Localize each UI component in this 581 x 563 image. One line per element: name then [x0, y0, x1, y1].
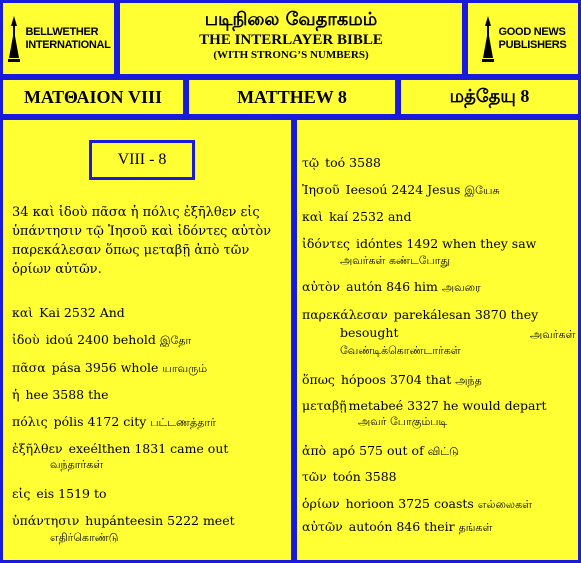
translit-line: apó 575 out of — [332, 443, 424, 458]
greek-word: παρεκάλεσαν — [302, 307, 388, 322]
tamil-gloss: அவர்கள் — [530, 328, 576, 341]
translit-line: hupánteesin 5222 meet — [85, 513, 235, 528]
title-box — [117, 0, 465, 77]
title-tamil: படிநிலை வேதாகமம் — [204, 9, 378, 30]
english-book-header — [186, 77, 398, 117]
right-entry — [302, 469, 397, 485]
translit-line: autón 846 him — [346, 279, 438, 294]
tamil-gloss: அவரை — [441, 281, 481, 294]
tamil-book-title: மத்தேயு 8 — [449, 85, 530, 106]
greek-word: ἡ — [12, 387, 20, 402]
tamil-book-header — [398, 77, 581, 117]
translit-line: Ieesoú 2424 Jesus — [345, 182, 461, 197]
chapter-label: VIII - 8 — [117, 151, 167, 168]
bellwether-logo-box — [0, 0, 117, 77]
left-entry — [12, 360, 207, 377]
greek-word: ὑπάντησιν — [12, 513, 80, 528]
translit-line: horioon 3725 coasts — [345, 496, 474, 511]
tamil-gloss: எல்லைகள் — [477, 498, 533, 511]
right-entry — [302, 279, 481, 296]
translit-line: toón 3588 — [332, 469, 397, 484]
greek-word: ἰδοὺ — [12, 332, 40, 347]
translit-line: autoón 846 their — [348, 519, 455, 534]
left-entry — [12, 441, 228, 457]
right-entry — [302, 398, 546, 414]
good-news-logo-box — [465, 0, 581, 77]
left-entry — [12, 332, 191, 349]
tamil-gloss: இயேசு — [464, 184, 500, 197]
translit-line: hópoos 3704 that — [340, 372, 452, 387]
greek-word: ὁρίων — [302, 496, 340, 511]
tamil-gloss: அவர் போகும்படி — [358, 415, 448, 428]
title-sub: (WITH STRONG’S NUMBERS) — [213, 49, 369, 61]
left-entry — [12, 387, 109, 403]
greek-word: αὐτῶν — [302, 519, 343, 534]
translit-line: idóntes 1492 when they saw — [355, 236, 537, 251]
greek-book-header — [0, 77, 186, 117]
bellwether-line2: INTERNATIONAL — [25, 38, 111, 51]
translit-line: parekálesan 3870 they — [393, 307, 539, 322]
right-entry — [302, 155, 381, 171]
title-main: THE INTERLAYER BIBLE — [199, 32, 383, 48]
translit-line: toó 3588 — [325, 155, 381, 170]
tamil-gloss: தங்கள் — [458, 521, 493, 534]
greek-word: εἰς — [12, 486, 31, 501]
right-entry — [302, 209, 411, 225]
tamil-gloss: அவர்கள் கண்டபோது — [340, 254, 451, 267]
greek-book-title: ΜΑΤΘΑΙΟΝ VIII — [23, 86, 163, 107]
right-entry — [302, 519, 492, 536]
translit-line: kaí 2532 and — [329, 209, 412, 224]
tamil-gloss: பட்டணத்தார் — [150, 416, 216, 429]
right-entry — [302, 443, 459, 460]
tamil-gloss: யாவரும் — [162, 362, 208, 375]
tamil-gloss: இதோ — [159, 334, 192, 347]
greek-word: ἐξῆλθεν — [12, 441, 63, 456]
tamil-gloss-2: வேண்டிக்கொண்டார்கள் — [340, 344, 461, 357]
translit-line: hee 3588 the — [25, 387, 109, 402]
greek-word: ἀπὸ — [302, 443, 327, 458]
left-entry — [12, 414, 216, 431]
translit-line: Kai 2532 And — [39, 305, 125, 320]
left-entry — [12, 305, 125, 321]
tamil-gloss: விட்டு — [427, 445, 459, 458]
translit-line: eis 1519 to — [36, 486, 107, 501]
translit-line-2: besought — [340, 325, 399, 340]
right-entry — [302, 496, 532, 513]
greek-word: πόλις — [12, 414, 48, 429]
right-entry — [302, 182, 500, 199]
chapter-label-box — [89, 140, 195, 180]
translit-line: metabeé 3327 he would depart — [348, 398, 547, 413]
right-entry — [302, 307, 538, 323]
good-news-logo-icon — [480, 14, 496, 64]
translit-line: pása 3956 whole — [51, 360, 159, 375]
good-news-line2: PUBLISHERS — [498, 38, 567, 51]
right-entry — [302, 372, 482, 389]
left-entry — [12, 486, 107, 502]
greek-word: ὅπως — [302, 372, 335, 387]
greek-word: Ἰησοῦ — [302, 182, 340, 197]
greek-word: μεταβῇ — [302, 398, 347, 413]
greek-word: καὶ — [302, 209, 324, 224]
translit-line: pólis 4172 city — [53, 414, 147, 429]
tamil-gloss: வந்தார்கள் — [50, 458, 104, 471]
bellwether-logo-icon — [6, 14, 22, 64]
english-book-title: MATTHEW 8 — [237, 86, 347, 107]
good-news-line1: GOOD NEWS — [498, 25, 566, 38]
translit-line: exeélthen 1831 came out — [68, 441, 229, 456]
greek-word: καὶ — [12, 305, 34, 320]
greek-word: ἰδόντες — [302, 236, 350, 251]
left-entry — [12, 513, 235, 529]
bellwether-line1: BELLWETHER — [25, 25, 99, 38]
right-entry — [302, 236, 536, 252]
greek-word: τῷ — [302, 155, 320, 170]
greek-word: πᾶσα — [12, 360, 46, 375]
greek-word: τῶν — [302, 469, 327, 484]
tamil-gloss: அந்த — [455, 374, 482, 387]
greek-word: αὐτὸν — [302, 279, 341, 294]
verse-text: 34 καὶ ἰδοὺ πᾶσα ἡ πόλις ἐξῆλθεν εἰς ὑπάντησιν τῷ Ἰησοῦ καὶ ἰδόντες αὐτὸν παρεκάλεσαν ὅπως μεταβῇ ἀπὸ τῶν ὁρίων αὐτῶν. — [12, 205, 272, 277]
translit-line: idoú 2400 behold — [45, 332, 156, 347]
tamil-gloss: எதிர்கொண்டு — [50, 531, 119, 544]
